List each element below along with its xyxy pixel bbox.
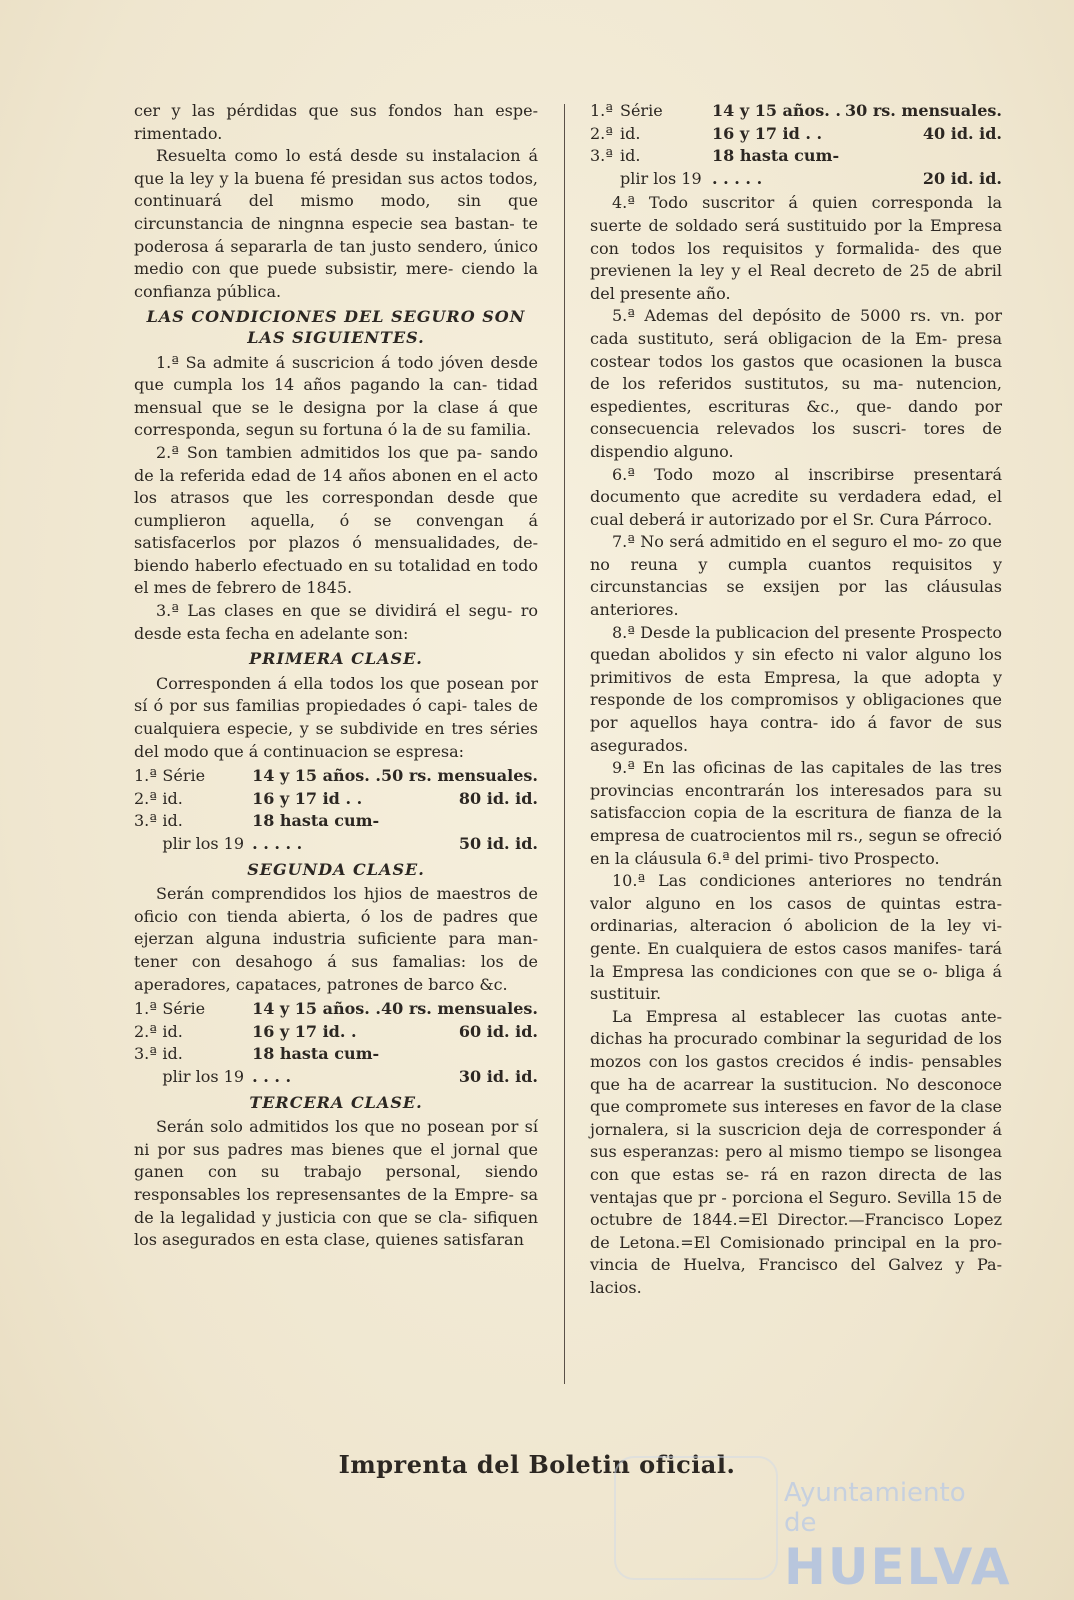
primera-series-cell: 2.ª: [134, 788, 157, 808]
tercera-series-cell: 16 y 17 id . .: [712, 123, 823, 143]
conditions-heading-2: LAS SIGUIENTES.: [247, 327, 425, 347]
primera-series-cell: [381, 810, 538, 833]
watermark-line-2: HUELVA: [784, 1538, 1012, 1596]
coat-of-arms-icon: [614, 1456, 778, 1580]
primera-series-cell: id.: [162, 811, 183, 831]
segunda-series-cell: plir los 19: [162, 1066, 245, 1086]
primera-clase-text: Corresponden á ella todos los que posean por sí ó por sus familias propiedades ó capi- tales de cualquiera especie, y se subdivide en tres séries del modo que á continuacion se espresa:: [134, 673, 538, 761]
primera-series-cell: 50 id. id.: [458, 834, 538, 853]
condition-10: 10.ª Las condiciones anteriores no tendrán valor alguno en los casos de quintas estra- ordinarias, alteracion ó abolicion de la ley vi- gente. En cualquiera de estos casos manifes- tará la Empresa las condiciones con que se o- bliga á sustituir.: [590, 871, 1002, 1004]
condition-4: 4.ª Todo suscritor á quien corresponda la suerte de soldado será sustituido por la Empresa con todos los requisitos y formalida- des que previenen la ley y el Real decreto de 25 de abril del presente año.: [590, 193, 1002, 303]
intro-paragraph-2: Resuelta como lo está desde su instalacion á que la ley y la buena fé presidan sus actos todos, continuará del mismo modo, sin que circunstancia de ningnna especie sea bastan- te poderosa á separarla de tan justo sendero, único medio con que puede subsistir, mere- ciendo la confianza pública.: [134, 146, 538, 301]
tercera-series-row: [590, 123, 1002, 146]
segunda-clase-heading: SEGUNDA CLASE.: [247, 859, 425, 879]
condition-7: 7.ª No será admitido en el seguro el mo- zo que no reuna y cumpla cuantos requisitos y circunstancias se exsijen por las cláusulas anteriores.: [590, 532, 1002, 620]
tercera-series-cell: 18 hasta cum-: [712, 146, 840, 166]
condition-1: 1.ª Sa admite á suscricion á todo jóven desde que cumpla los 14 años pagando la can- tidad mensual que se le designa por la clase á que corresponda, segun su fortuna ó la de su familia.: [134, 352, 538, 440]
segunda-series-cell: . . . .: [252, 1066, 292, 1086]
tercera-series-cell: 30 rs. mensuales.: [845, 101, 1002, 120]
primera-series-cell: 3.ª: [134, 811, 157, 831]
tercera-series-row: [590, 100, 1002, 123]
tercera-series-cell: . . . . .: [712, 168, 763, 188]
tercera-clase-table: [590, 100, 1002, 190]
primera-series-cell: 18 hasta cum-: [252, 811, 380, 831]
primera-series-row: [134, 833, 538, 856]
condition-6: 6.ª Todo mozo al inscribirse presentará documento que acredite su verdadera edad, el cual deberá ir autorizado por el Sr. Cura Párroco.: [590, 464, 1002, 529]
conditions-heading-1: LAS CONDICIONES DEL SEGURO SON: [146, 307, 526, 327]
primera-series-cell: 16 y 17 id . .: [252, 788, 363, 808]
primera-series-cell: [134, 833, 162, 856]
intro-paragraph-1: cer y las pérdidas que sus fondos han espe- rimentado.: [134, 101, 538, 143]
tercera-series-cell: [843, 145, 1002, 168]
segunda-series-row: [134, 1043, 538, 1066]
condition-8: 8.ª Desde la publicacion del presente Prospecto quedan abolidos y sin efecto ni valor alguno los primitivos de esta Empresa, la que adopta y responde de los compromisos y obligaciones que por aquellos haya contra- ido á favor de sus asegurados.: [590, 622, 1002, 755]
tercera-series-row: [590, 145, 1002, 168]
segunda-series-cell: 14 y 15 años. .: [252, 999, 381, 1019]
segunda-series-cell: 2.ª: [134, 1021, 157, 1041]
right-column: [590, 98, 1002, 1299]
segunda-series-cell: id.: [162, 1044, 183, 1064]
column-divider: [564, 104, 565, 1384]
segunda-series-cell: Série: [162, 999, 206, 1019]
tercera-series-cell: 14 y 15 años. .: [712, 101, 841, 120]
tercera-series-cell: 1.ª: [590, 101, 613, 120]
closing-paragraph: La Empresa al establecer las cuotas ante- dichas ha procurado combinar la seguridad de los mozos con los gastos crecidos é indis- pensables que ha de acarrear la sustitucion. No desconoce que compromete sus intereses en favor de la clase jornalera, si la suscricion deja de corresponder á sus esperanzas: pero al mismo tiempo se lisongea con que estas se- rá en razon directa de las ventajas que pr - porciona el Seguro. Sevilla 15 de octubre de 1844.=El Director.—Francisco Lopez de Letona.=El Comisionado principal en la pro- vincia de Huelva, Francisco del Galvez y Pa- lacios.: [590, 1006, 1002, 1297]
segunda-clase-table: [134, 998, 538, 1088]
primera-series-cell: 14 y 15 años. .: [252, 766, 381, 786]
primera-series-row: [134, 810, 538, 833]
segunda-clase-text: Serán comprendidos los hjios de maestros de oficio con tienda abierta, ó los de padres que ejerzan alguna industria suficiente para man- tener con desahogo á sus famalias: los de aperadores, capataces, patrones de barco &c.: [134, 884, 538, 994]
primera-series-row: [134, 765, 538, 788]
tercera-series-row: [590, 168, 1002, 191]
primera-clase-table: [134, 765, 538, 855]
tercera-series-cell: Série: [620, 101, 663, 120]
tercera-series-cell: id.: [620, 123, 641, 143]
condition-2: 2.ª Son tambien admitidos los que pa- sando de la referida edad de 14 años abonen en el acto los atrasos que les correspondan desde que cumplieron aquella, ó se convengan á satisfacerlos por plazos ó mensualidades, de- biendo haberlo efectuado en su totalidad en todo el mes de febrero de 1845.: [134, 442, 538, 598]
tercera-series-cell: [590, 168, 620, 191]
tercera-series-cell: 20 id. id.: [922, 168, 1002, 188]
primera-series-cell: 80 id. id.: [458, 788, 538, 808]
primera-series-cell: 1.ª: [134, 766, 157, 786]
condition-3: 3.ª Las clases en que se dividirá el segu- ro desde esta fecha en adelante son:: [134, 601, 538, 643]
segunda-series-cell: 18 hasta cum-: [252, 1044, 380, 1064]
primera-series-cell: . . . . .: [252, 834, 303, 853]
segunda-series-cell: 16 y 17 id. .: [252, 1021, 357, 1041]
segunda-series-cell: [134, 1066, 162, 1089]
primera-series-cell: plir los 19: [162, 834, 245, 853]
primera-series-cell: 50 rs. mensuales.: [381, 766, 538, 786]
segunda-series-cell: 3.ª: [134, 1044, 157, 1064]
segunda-series-cell: [381, 1043, 538, 1066]
watermark: [784, 1478, 1012, 1596]
segunda-series-row: [134, 1066, 538, 1089]
primera-clase-heading: PRIMERA CLASE.: [249, 649, 423, 669]
primera-series-row: [134, 788, 538, 811]
segunda-series-cell: 1.ª: [134, 999, 157, 1019]
primera-series-cell: Série: [162, 766, 206, 786]
tercera-series-cell: id.: [620, 146, 641, 166]
condition-9: 9.ª En las oficinas de las capitales de las tres provincias encontrarán los interesados para su satisfaccion copia de la escritura de fianza de la empresa de cuatrocientos mil rs., segun se ofreció en la cláusula 6.ª del primi- tivo Prospecto.: [590, 758, 1002, 868]
printer-imprint: Imprenta del Boletin oficial.: [338, 1450, 736, 1479]
tercera-series-cell: plir los 19: [620, 168, 702, 188]
tercera-clase-text: Serán solo admitidos los que no posean por sí ni por sus padres mas bienes que el jornal que ganen con su trabajo personal, siendo responsables los represensantes de la Empre- sa de la legalidad y justicia con que se cla- sifiquen los asegurados en esta clase, quienes satisfaran: [134, 1117, 538, 1250]
primera-series-cell: id.: [162, 788, 183, 808]
segunda-series-row: [134, 1021, 538, 1044]
tercera-series-cell: 40 id. id.: [922, 123, 1002, 143]
segunda-series-cell: 30 id. id.: [458, 1066, 538, 1086]
tercera-clase-heading: TERCERA CLASE.: [249, 1092, 423, 1112]
watermark-line-1: Ayuntamiento de: [784, 1478, 966, 1538]
condition-5: 5.ª Ademas del depósito de 5000 rs. vn. por cada sustituto, será obligacion de la Em- presa costear todos los gastos que ocasionen la busca de los referidos sustitutos, su ma- nutencion, espedientes, escrituras &c., que- dando por consecuencia relevados los suscri- tores de dispendio alguno.: [590, 306, 1002, 461]
tercera-series-cell: 3.ª: [590, 146, 613, 166]
segunda-series-cell: id.: [162, 1021, 183, 1041]
segunda-series-cell: 60 id. id.: [458, 1021, 538, 1041]
left-column: [134, 100, 538, 1252]
segunda-series-row: [134, 998, 538, 1021]
segunda-series-cell: 40 rs. mensuales.: [381, 999, 538, 1019]
tercera-series-cell: 2.ª: [590, 123, 613, 143]
